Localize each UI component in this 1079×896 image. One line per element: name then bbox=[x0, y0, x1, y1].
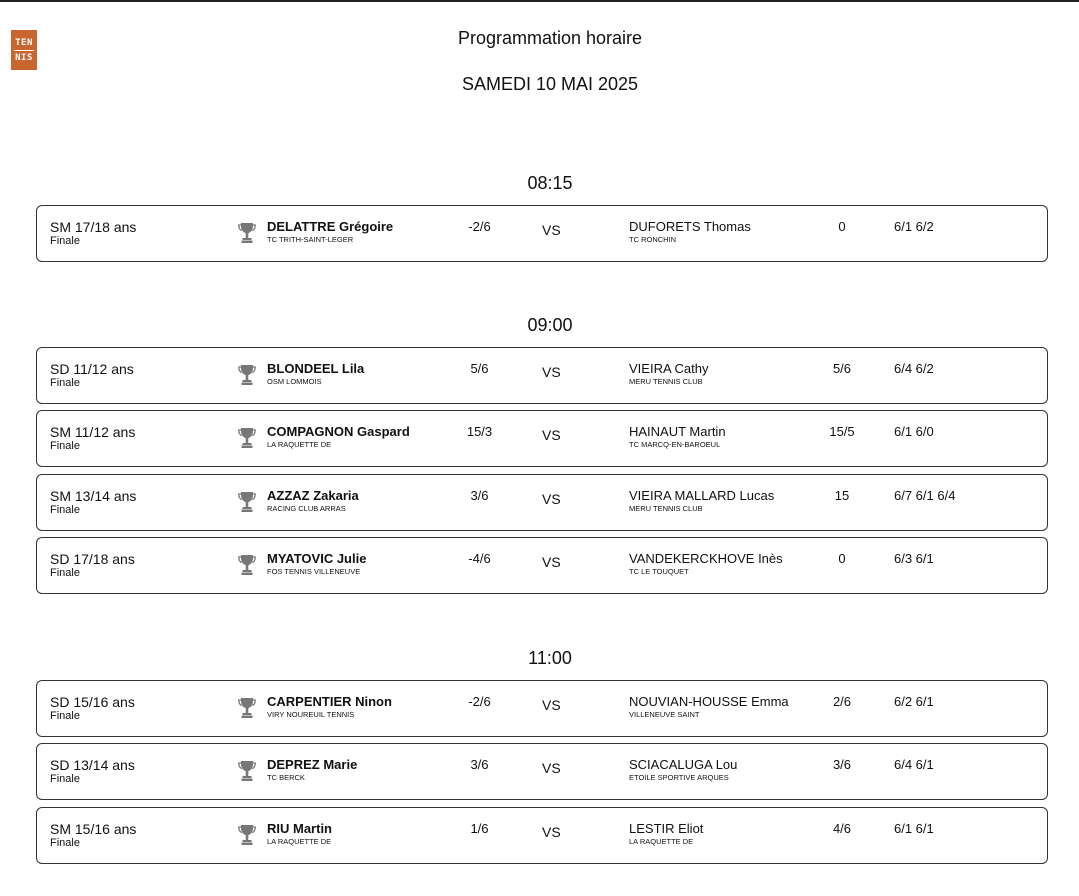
page-title: Programmation horaire bbox=[457, 28, 643, 48]
match-score: 6/4 6/1 bbox=[894, 757, 934, 772]
match-score: 6/1 6/0 bbox=[894, 424, 934, 439]
winner-club: TC BERCK bbox=[267, 773, 305, 782]
match-score: 6/1 6/2 bbox=[894, 219, 934, 234]
match-card bbox=[36, 205, 1048, 262]
trophy-icon bbox=[238, 760, 256, 782]
versus-label: VS bbox=[542, 491, 561, 507]
winner-club: LA RAQUETTE DE bbox=[267, 837, 332, 846]
winner-name: RIU Martin bbox=[267, 821, 332, 836]
match-round: Finale bbox=[50, 710, 80, 722]
opponent-ranking: 3/6 bbox=[832, 757, 852, 772]
opponent-club: TC MARCQ-EN-BAROEUL bbox=[629, 440, 721, 449]
match-card bbox=[36, 743, 1048, 800]
match-score: 6/2 6/1 bbox=[894, 694, 934, 709]
match-round: Finale bbox=[50, 235, 80, 247]
winner-ranking: -2/6 bbox=[468, 694, 491, 709]
winner-name: AZZAZ Zakaria bbox=[267, 488, 359, 503]
match-category: SD 15/16 ans bbox=[50, 694, 135, 710]
versus-label: VS bbox=[542, 364, 561, 380]
versus-label: VS bbox=[542, 554, 561, 570]
opponent-ranking: 15/5 bbox=[829, 424, 855, 439]
match-category: SM 13/14 ans bbox=[50, 488, 137, 504]
opponent-club: TC LE TOUQUET bbox=[629, 567, 689, 576]
winner-name: BLONDEEL Lila bbox=[267, 361, 365, 376]
match-score: 6/4 6/2 bbox=[894, 361, 934, 376]
winner-ranking: 15/3 bbox=[466, 424, 493, 439]
match-card bbox=[36, 474, 1048, 531]
logo-separator bbox=[14, 50, 34, 51]
opponent-club: LA RAQUETTE DE bbox=[629, 837, 694, 846]
opponent-name: VIEIRA Cathy bbox=[629, 361, 709, 376]
logo-line-2: NIS bbox=[15, 52, 33, 63]
versus-label: VS bbox=[542, 427, 561, 443]
trophy-icon bbox=[238, 697, 256, 719]
match-category: SD 17/18 ans bbox=[50, 551, 135, 567]
opponent-ranking: 5/6 bbox=[832, 361, 852, 376]
match-category: SM 15/16 ans bbox=[50, 821, 137, 837]
opponent-name: VIEIRA MALLARD Lucas bbox=[629, 488, 775, 503]
match-card bbox=[36, 537, 1048, 594]
winner-club: RACING CLUB ARRAS bbox=[267, 504, 346, 513]
slot-time: 11:00 bbox=[528, 648, 572, 668]
opponent-ranking: 15 bbox=[834, 488, 850, 503]
trophy-icon bbox=[238, 222, 256, 244]
opponent-club: ETOILE SPORTIVE ARQUES bbox=[629, 773, 729, 782]
opponent-club: VILLENEUVE SAINT bbox=[629, 710, 700, 719]
opponent-ranking: 0 bbox=[838, 551, 846, 566]
opponent-name: LESTIR Eliot bbox=[629, 821, 704, 836]
trophy-icon bbox=[238, 427, 256, 449]
winner-ranking: 3/6 bbox=[470, 488, 489, 503]
match-round: Finale bbox=[50, 377, 80, 389]
winner-ranking: -2/6 bbox=[468, 219, 491, 234]
top-border bbox=[0, 0, 1079, 2]
opponent-ranking: 2/6 bbox=[832, 694, 852, 709]
match-category: SD 11/12 ans bbox=[50, 361, 134, 377]
slot-time: 09:00 bbox=[527, 315, 573, 335]
opponent-club: TC RONCHIN bbox=[629, 235, 677, 244]
match-card bbox=[36, 347, 1048, 404]
match-card bbox=[36, 680, 1048, 737]
versus-label: VS bbox=[542, 697, 561, 713]
winner-club: FOS TENNIS VILLENEUVE bbox=[267, 567, 361, 576]
trophy-icon bbox=[238, 491, 256, 513]
match-category: SM 11/12 ans bbox=[50, 424, 136, 440]
trophy-icon bbox=[238, 364, 256, 386]
opponent-name: DUFORETS Thomas bbox=[629, 219, 751, 234]
page-date: SAMEDI 10 MAI 2025 bbox=[461, 74, 639, 94]
match-category: SD 13/14 ans bbox=[50, 757, 135, 773]
match-card bbox=[36, 807, 1048, 864]
match-round: Finale bbox=[50, 773, 80, 785]
winner-club: VIRY NOUREUIL TENNIS bbox=[267, 710, 355, 719]
opponent-ranking: 0 bbox=[838, 219, 846, 234]
logo-line-1: TEN bbox=[15, 37, 33, 48]
winner-club: LA RAQUETTE DE bbox=[267, 440, 332, 449]
match-card bbox=[36, 410, 1048, 467]
winner-name: COMPAGNON Gaspard bbox=[267, 424, 410, 439]
winner-name: CARPENTIER Ninon bbox=[267, 694, 392, 709]
match-score: 6/3 6/1 bbox=[894, 551, 934, 566]
trophy-icon bbox=[238, 824, 256, 846]
winner-ranking: -4/6 bbox=[468, 551, 491, 566]
winner-name: MYATOVIC Julie bbox=[267, 551, 367, 566]
trophy-icon bbox=[238, 554, 256, 576]
winner-name: DELATTRE Grégoire bbox=[267, 219, 394, 234]
match-round: Finale bbox=[50, 567, 80, 579]
match-score: 6/1 6/1 bbox=[894, 821, 934, 836]
match-round: Finale bbox=[50, 440, 80, 452]
opponent-club: MERU TENNIS CLUB bbox=[629, 377, 703, 386]
match-score: 6/7 6/1 6/4 bbox=[894, 488, 956, 503]
opponent-ranking: 4/6 bbox=[832, 821, 852, 836]
opponent-name: HAINAUT Martin bbox=[629, 424, 726, 439]
slot-time: 08:15 bbox=[527, 173, 573, 193]
winner-ranking: 3/6 bbox=[470, 757, 489, 772]
winner-name: DEPREZ Marie bbox=[267, 757, 358, 772]
winner-ranking: 5/6 bbox=[470, 361, 489, 376]
match-round: Finale bbox=[50, 837, 80, 849]
match-round: Finale bbox=[50, 504, 80, 516]
opponent-name: SCIACALUGA Lou bbox=[629, 757, 738, 772]
opponent-name: VANDEKERCKHOVE Inès bbox=[629, 551, 783, 566]
match-category: SM 17/18 ans bbox=[50, 219, 137, 235]
opponent-club: MERU TENNIS CLUB bbox=[629, 504, 703, 513]
versus-label: VS bbox=[542, 222, 561, 238]
versus-label: VS bbox=[542, 824, 561, 840]
versus-label: VS bbox=[542, 760, 561, 776]
winner-club: OSM LOMMOIS bbox=[267, 377, 322, 386]
winner-ranking: 1/6 bbox=[470, 821, 489, 836]
winner-club: TC TRITH-SAINT-LEGER bbox=[267, 235, 354, 244]
opponent-name: NOUVIAN-HOUSSE Emma bbox=[629, 694, 789, 709]
